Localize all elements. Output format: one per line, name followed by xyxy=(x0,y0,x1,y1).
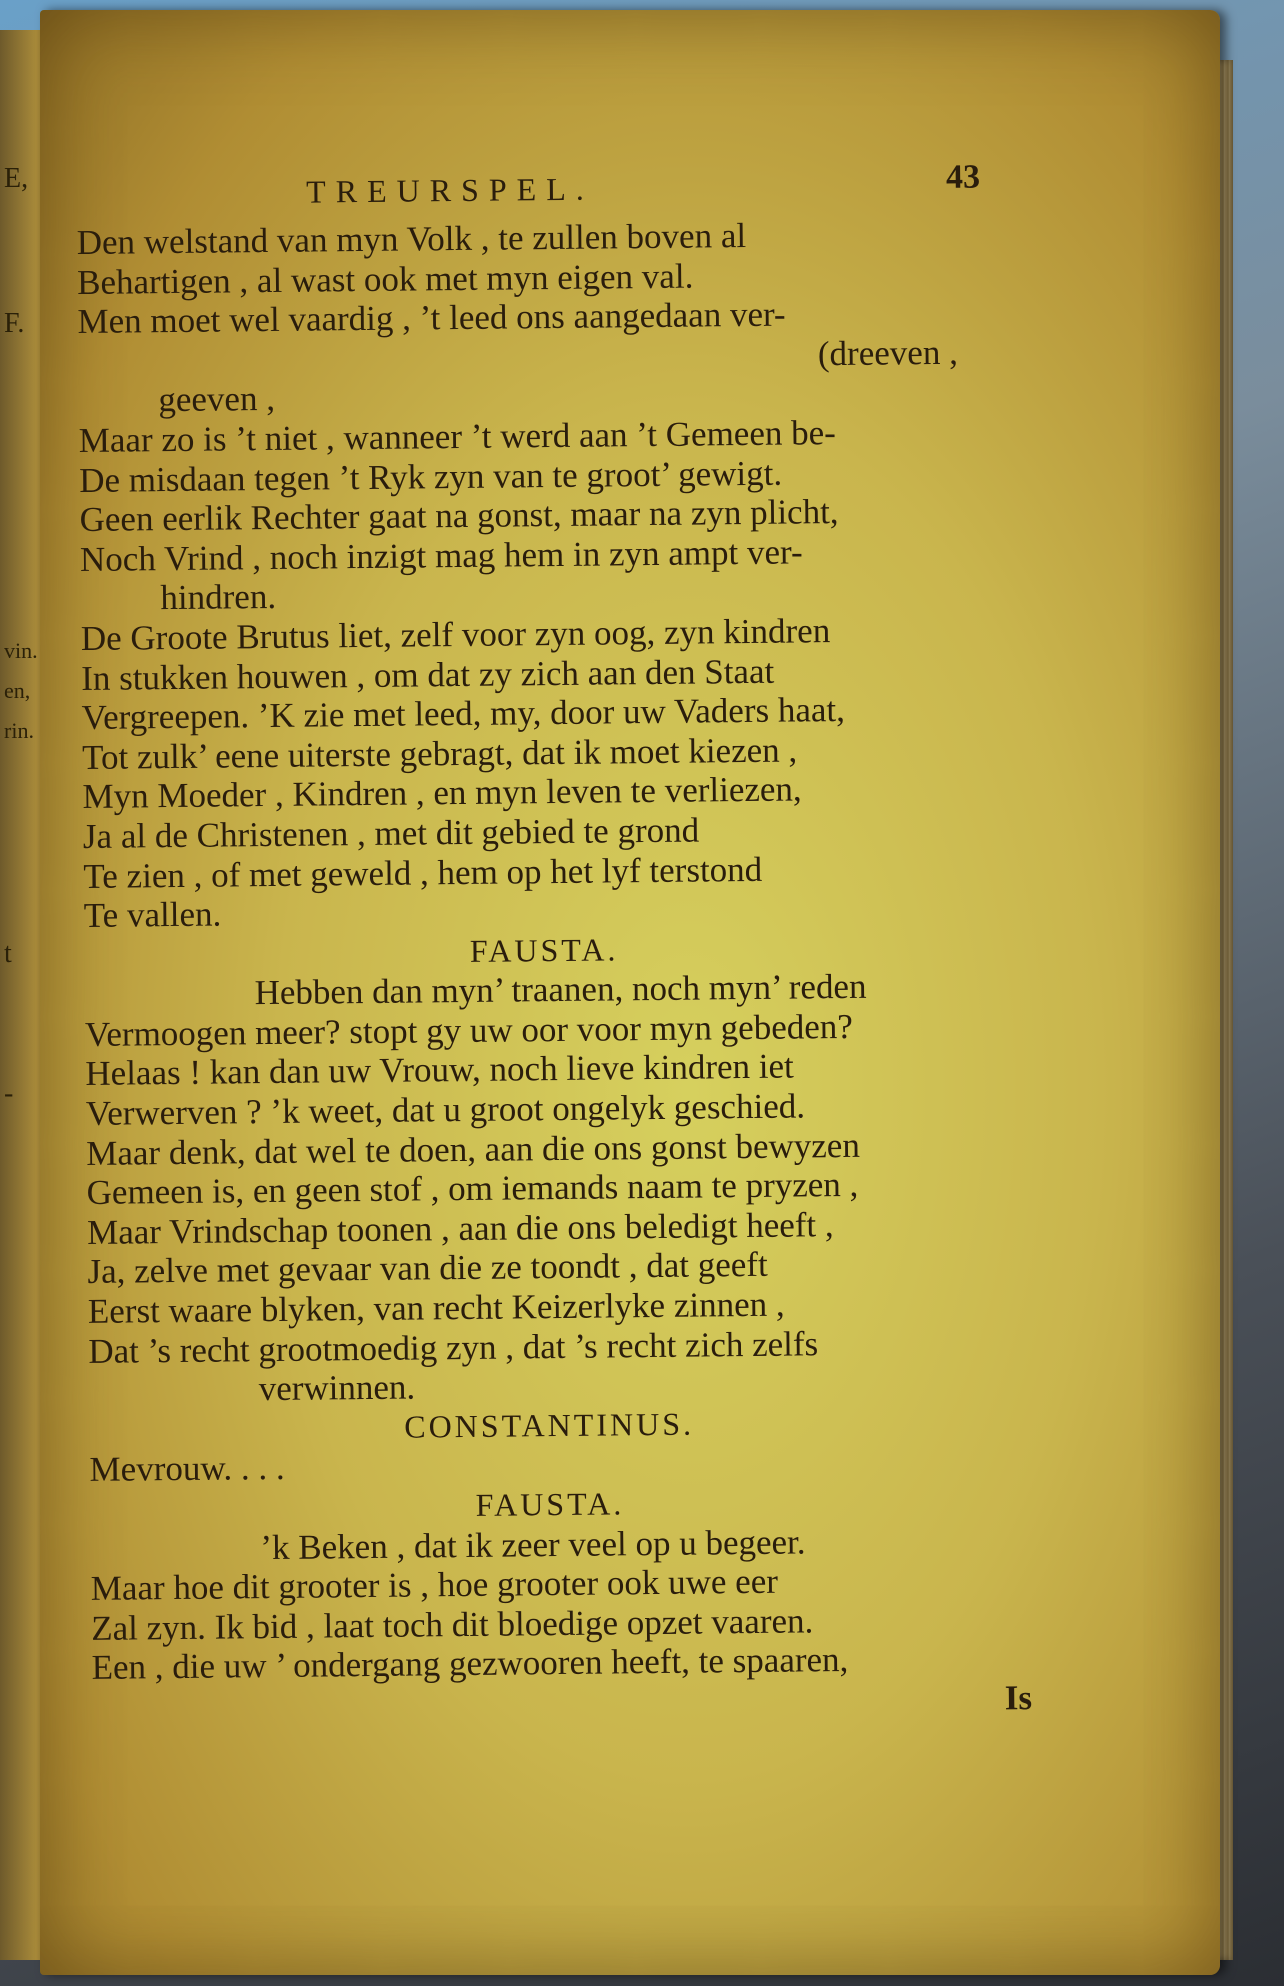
speaker-name: CONSTANTINUS. xyxy=(404,1405,695,1445)
verse-line: Ja al de Christenen , met dit gebied te grond xyxy=(82,810,700,856)
catchword: Is xyxy=(1004,1678,1033,1718)
verse-line: Te vallen. xyxy=(83,894,222,936)
verse-line: De Groote Brutus liet, zelf voor zyn oog, zyn kindren xyxy=(80,611,831,658)
verse-line: Noch Vrind , noch inzigt mag hem in zyn ampt ver- xyxy=(79,532,803,579)
verse-line: Verwerven ? ’k weet, dat u groot ongelyk geschied. xyxy=(85,1086,806,1134)
verse-line: Helaas ! kan dan uw Vrouw, noch lieve kindren iet xyxy=(85,1047,794,1094)
left-page-fragment: - xyxy=(4,1078,14,1109)
verse-line: ’k Beken , dat ik zeer veel op u begeer. xyxy=(260,1522,806,1567)
verse-line: (dreeven , xyxy=(817,332,959,374)
page-text xyxy=(76,158,1052,1728)
verse-line: Maar Vrindschap toonen , aan die ons beledigt heeft , xyxy=(86,1204,834,1252)
verse-line: Te zien , of met geweld , hem op het lyf terstond xyxy=(83,849,763,896)
verse-line: Geen eerlik Rechter gaat na gonst, maar na zyn plicht, xyxy=(79,492,839,540)
verse-line: Maar hoe dit grooter is , hoe grooter ook uwe eer xyxy=(90,1561,779,1609)
verse-line: Men moet wel vaardig , ’t leed ons aangedaan ver- xyxy=(77,294,786,342)
verse-line: Eerst waare blyken, van recht Keizerlyke zinnen , xyxy=(87,1284,785,1331)
verse-line: Ja, zelve met gevaar van die ze toondt , dat geeft xyxy=(87,1245,768,1292)
verse-line: geeven , xyxy=(158,379,276,420)
verse-line: Een , die uw ’ ondergang gezwooren heeft, te spaaren, xyxy=(91,1640,849,1688)
verse-line: Dat ’s recht grootmoedig zyn , dat ’s recht zich zelfs xyxy=(88,1323,819,1371)
verse-line: Myn Moeder , Kindren , en myn leven te verliezen, xyxy=(82,769,802,817)
left-page-fragment: en, xyxy=(4,678,31,703)
running-head xyxy=(76,158,1036,223)
left-page-fragment: F. xyxy=(4,308,25,339)
left-page-fragment: t xyxy=(4,938,12,969)
verse-line: Den welstand van myn Volk , te zullen boven al xyxy=(76,215,747,262)
verse-line: hindren. xyxy=(160,577,277,618)
page-number: 43 xyxy=(945,158,981,196)
left-page-fragment: vin. xyxy=(4,638,38,663)
left-page-fragment: rin. xyxy=(4,718,34,743)
speaker-name: FAUSTA. xyxy=(475,1485,625,1523)
verse-line: De misdaan tegen ’t Ryk zyn van te groot’ gewigt. xyxy=(78,453,783,500)
verse-line: Zal zyn. Ik bid , laat toch dit bloedige opzet vaaren. xyxy=(91,1601,814,1648)
verse-line: Behartigen , al wast ook met myn eigen val. xyxy=(76,256,694,302)
verse-line: Tot zulk’ eene uiterste gebragt, dat ik moet kiezen , xyxy=(81,730,798,777)
verse-line: In stukken houwen , om dat zy zich aan den Staat xyxy=(81,651,775,698)
header-title: TREURSPEL. xyxy=(305,170,594,210)
verse-line: Maar denk, dat wel te doen, aan die ons gonst bewyzen xyxy=(86,1125,861,1173)
verse-line: Vergreepen. ’K zie met leed, my, door uw Vaders haat, xyxy=(81,690,846,738)
verse-line: verwinnen. xyxy=(258,1367,416,1409)
speaker-name: FAUSTA. xyxy=(469,931,619,969)
verse-line: Gemeen is, en geen stof , om iemands naam te pryzen , xyxy=(86,1165,859,1213)
verse-line: Maar zo is ’t niet , wanneer ’t werd aan ’t Gemeen be- xyxy=(78,413,837,460)
left-page-fragment: E, xyxy=(4,163,29,194)
verse-line: Mevrouw. . . . xyxy=(89,1448,285,1490)
verse-lines xyxy=(77,213,1052,1688)
verse-line: Vermoogen meer? stopt gy uw oor voor myn gebeden? xyxy=(84,1006,854,1054)
verse-line: Hebben dan myn’ traanen, noch myn’ reden xyxy=(254,967,867,1013)
